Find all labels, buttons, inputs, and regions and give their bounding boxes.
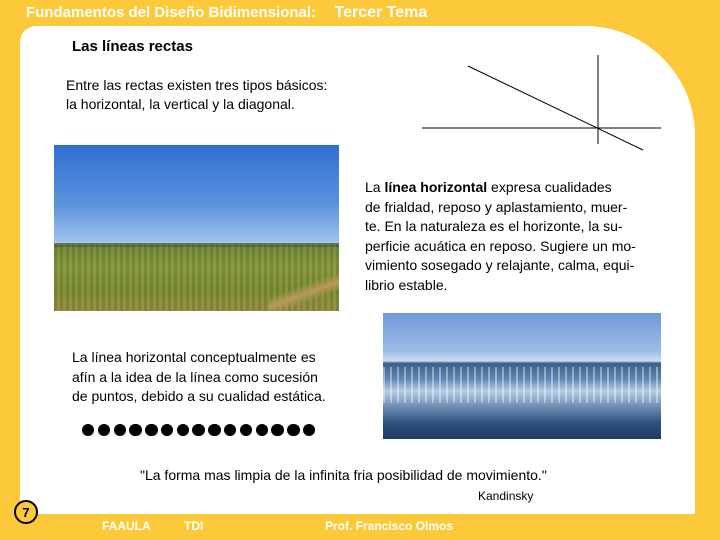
dot [114,424,126,436]
concept-line: de puntos, debido a su cualidad estática. [72,388,326,404]
dot [98,424,110,436]
horizontal-text-pre: La [365,179,385,195]
horizontal-text-line: vimiento sosegado y relajante, calma, equi- [365,257,635,273]
course-title: Fundamentos del Diseño Bidimensional: [26,4,317,21]
horizontal-term: línea horizontal [384,179,488,195]
section-title: Las líneas rectas [72,38,193,55]
concept-line: La línea horizontal conceptualmente es [72,349,316,365]
dot [240,424,252,436]
dot [177,424,189,436]
horizontal-text-line: de frialdad, reposo y aplastamiento, muer- [365,198,628,215]
lines-diagram [420,54,665,152]
concept-text [72,348,326,407]
horizontal-line-description [365,178,677,295]
horizontal-text-line: librio estable. [365,276,448,293]
dot [161,424,173,436]
footer-course-code: TDI [184,519,204,533]
horizontal-text-line: te. En la naturaleza es el horizonte, la su- [365,218,623,234]
horizontal-text-post: expresa cualidades [487,179,612,195]
dirt-path [269,271,339,311]
quote-author: Kandinsky [478,489,534,503]
footer-professor: Prof. Francisco Olmos [325,519,454,533]
dot [303,424,315,436]
dot [271,424,283,436]
diagram-diagonal-line [468,66,643,150]
horizontal-text-line: perficie acuática en reposo. Sugiere un mo- [365,237,636,254]
horizon-landscape-photo [54,145,339,311]
kandinsky-quote: "La forma mas limpia de la infinita fria posibilidad de movimiento." [140,467,547,483]
dot [208,424,220,436]
dot [192,424,204,436]
water-sparkle [383,367,661,403]
page-number-badge: 7 [14,500,38,524]
intro-line-2: la horizontal, la vertical y la diagonal. [66,96,295,112]
dot [145,424,157,436]
dot [287,424,299,436]
horizontal-text-first-line [365,178,677,198]
concept-line: afín a la idea de la línea como sucesión [72,368,318,385]
footer-institution: FAAULA [102,519,151,533]
intro-text [66,76,327,114]
dots-row [82,424,315,436]
intro-line-1: Entre las rectas existen tres tipos básicos: [66,77,328,93]
dot [224,424,236,436]
dot [129,424,141,436]
calm-sea-photo [383,313,661,439]
dot [256,424,268,436]
dot [82,424,94,436]
topic-title: Tercer Tema [334,4,428,21]
slide-header [26,4,427,24]
